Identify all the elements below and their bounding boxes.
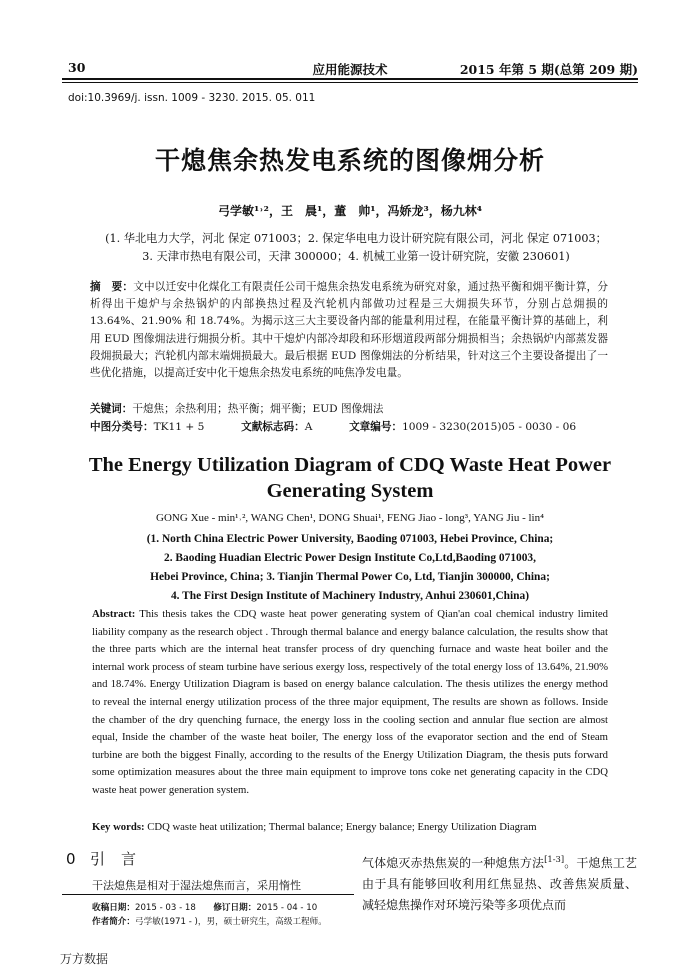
running-header: [62, 60, 638, 76]
header-rule-thick: [62, 78, 638, 80]
journal-name: 应用能源技术: [312, 62, 388, 77]
english-keywords-label: Key words:: [92, 821, 145, 833]
english-affiliations: [92, 530, 608, 606]
intro-right-column-text: [362, 849, 637, 916]
english-title: The Energy Utilization Diagram of CDQ Waste Heat Power Generating System: [88, 454, 612, 502]
english-abstract-text: This thesis takes the CDQ waste heat power generating system of Qian'an coal chemical industry limited liability company as the research object . Through thermal balance and energy balance calculation, the results show that the three parts which are the internal heat transfer process of dry quenching furnace and waste heat boiler and the internal work process of steam turbine have serious exergy loss, respectively of the total energy loss of 13.64%, 21.90% and 18.74%. Energy Utilization Diagram is based on energy balance calculation. The thesis utilizes the energy method to reveal the internal energy utilization process of the three major equipment, The results are shown as follows. Inside the chamber of the dry quenching furnace, the energy loss in the cooling section and annular flue section are almost equal, Inside the chamber of the waste heat boiler, The energy loss of the evaporator section and the end of Steam turbine are both the biggest Finally, according to the results of the Energy Utilization Diagram, the thesis puts forward some optimization measures about the three main equipment to improve tons coke net generating capacity in the CDQ waste heat power generation system.: [92, 608, 608, 796]
intro-left-column-text: 干法熄焦是相对于湿法熄焦而言，采用惰性: [92, 879, 301, 892]
classification-line: [90, 419, 630, 434]
received-label: 收稿日期：: [92, 903, 135, 913]
english-abstract-label: Abstract:: [92, 608, 136, 620]
english-authors: GONG Xue - min¹˒², WANG Chen¹, DONG Shuai¹, FENG Jiao - long³, YANG Jiu - lin⁴: [156, 512, 544, 524]
revised-date: 2015 - 04 - 10: [256, 903, 318, 913]
header-rule-thin: [62, 82, 638, 83]
chinese-affiliation-line: 3. 天津市热电有限公司，天津 300000；4. 机械工业第一设计研究院，安徽 230601): [142, 250, 570, 263]
author-bio-label: 作者简介：: [92, 917, 135, 927]
section-heading-introduction: [66, 848, 137, 869]
chinese-authors: 弓学敏¹˒²，王 晨¹，董 帅¹，冯娇龙³，杨九林⁴: [218, 204, 482, 218]
chinese-abstract-text: 文中以迁安中化煤化工有限责任公司干熄焦余热发电系统为研究对象，通过热平衡和㶲平衡计算，分析得出干熄炉与余热锅炉的内部换热过程及汽轮机内部做功过程是三大㶲损失环节，分别占总㶲损的 13.64%、21.90% 和 18.74%。为揭示这三大主要设备内部的能量利用过程，在能量平衡计算的基础上，利用 EUD 图像㶲法进行㶲损分析。其中干熄炉内部冷却段和环形烟道段两部分㶲损相当；余热锅炉内部蒸发器段㶲损最大；汽轮机内部末端㶲损最大。最后根据 EUD 图像㶲法的分析结果，针对这三个主要设备提出了一些优化措施，以提高迁安中化干熄焦余热发电系统的吨焦净发电量。: [90, 281, 608, 380]
chinese-abstract: [90, 279, 608, 382]
chinese-keywords-label: 关键词：: [90, 403, 133, 415]
english-abstract: [92, 606, 608, 800]
chinese-title: 干熄焦余热发电系统的图像㶲分析: [154, 146, 545, 175]
section-number: 0: [66, 850, 77, 868]
issue-info: 2015 年第 5 期(总第 209 期): [459, 62, 638, 77]
watermark: 万方数据: [60, 952, 109, 966]
clc-value: TK11 + 5: [153, 421, 205, 433]
doc-code-label: 文献标志码：: [241, 421, 305, 433]
author-bio: 弓学敏(1971 - )，男，硕士研究生，高级工程师。: [134, 917, 327, 927]
revised-label: 修订日期：: [213, 903, 257, 913]
footnote-dates: [92, 901, 372, 915]
chinese-affiliations: [96, 230, 616, 266]
clc-label: 中图分类号：: [90, 421, 154, 433]
english-affiliation-line: 2. Baoding Huadian Electric Power Design Institute Co,Ltd,Baoding 071003,: [164, 552, 536, 564]
page-number: 30: [68, 60, 86, 75]
intro-right-text-start: 气体熄灭赤热焦炭的一种熄焦方法: [362, 856, 545, 870]
chinese-abstract-label: 摘 要：: [90, 281, 134, 293]
doc-code-value: A: [304, 421, 313, 433]
article-no-value: 1009 - 3230(2015)05 - 0030 - 06: [402, 421, 577, 433]
chinese-affiliation-line: (1. 华北电力大学，河北 保定 071003；2. 保定华电电力设计研究院有限公司，河北 保定 071003；: [105, 232, 607, 245]
english-keywords: [92, 821, 632, 833]
footnote-rule: [62, 894, 354, 895]
english-affiliation-line: (1. North China Electric Power University, Baoding 071003, Hebei Province, China;: [146, 533, 554, 545]
citation-reference: [1-3]: [544, 854, 565, 864]
footnote: [92, 901, 372, 929]
chinese-keywords-text: 干熄焦；余热利用；热平衡；㶲平衡；EUD 图像㶲法: [132, 403, 384, 415]
received-date: 2015 - 03 - 18: [134, 903, 196, 913]
english-keywords-text: CDQ waste heat utilization; Thermal balance; Energy balance; Energy Utilization Diagram: [147, 821, 537, 833]
doi: doi:10.3969/j. issn. 1009 - 3230. 2015. 05. 011: [68, 92, 316, 104]
article-no-label: 文章编号：: [349, 421, 403, 433]
intro-right-text-end: 。干熄焦工艺由于具有能够回收利用红焦显热、改善焦炭质量、减轻熄焦操作对环境污染等多项优点而: [362, 856, 637, 912]
english-affiliation-line: Hebei Province, China; 3. Tianjin Thermal Power Co, Ltd, Tianjin 300000, China;: [150, 571, 550, 583]
footnote-author: [92, 915, 372, 929]
english-affiliation-line: 4. The First Design Institute of Machinery Industry, Anhui 230601,China): [170, 590, 529, 602]
chinese-keywords: [90, 401, 630, 416]
section-title: 引 言: [90, 850, 137, 868]
